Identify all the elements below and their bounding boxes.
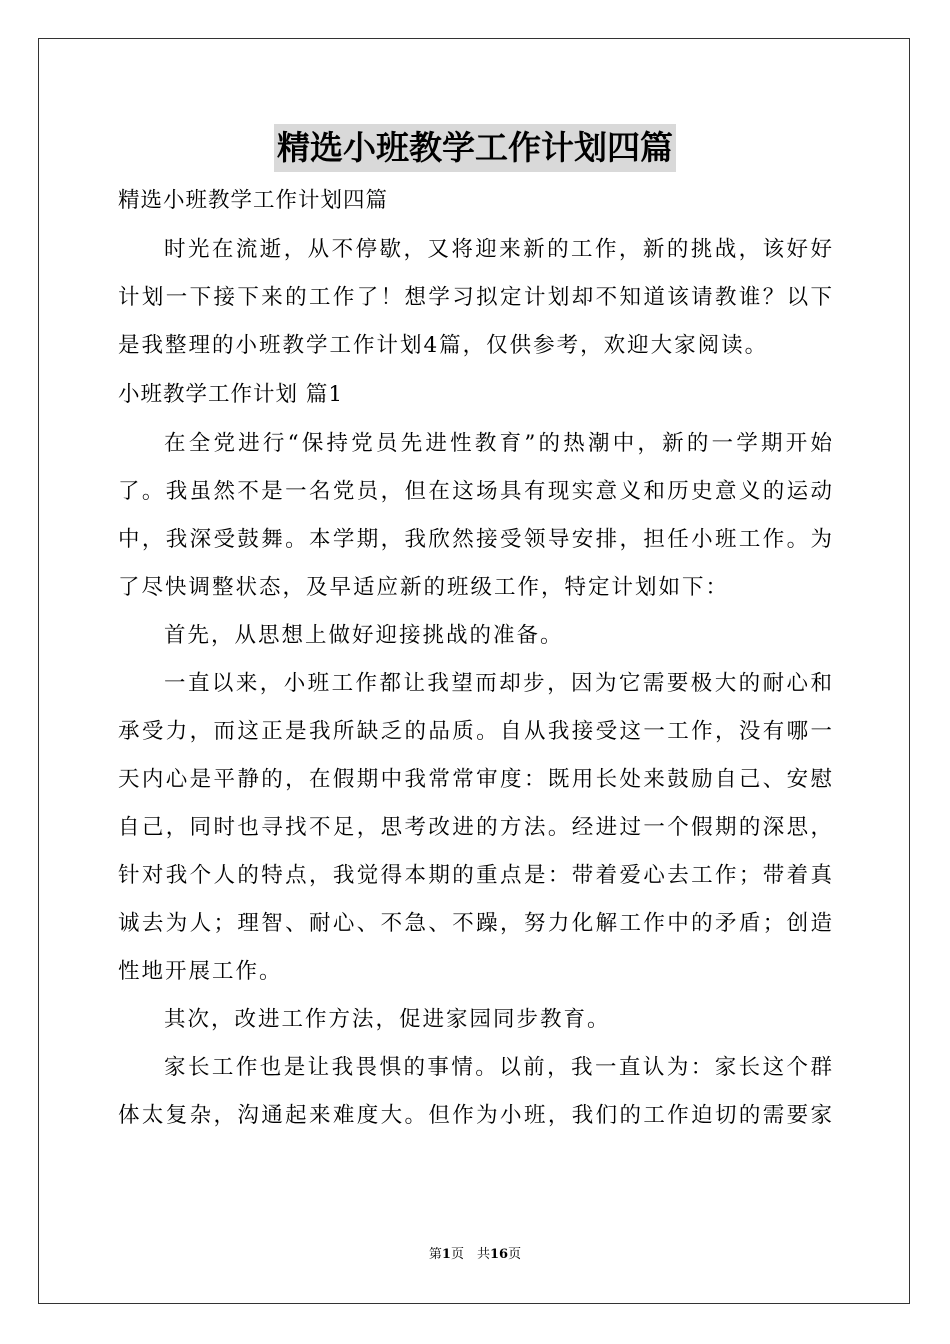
document-body — [118, 176, 832, 1140]
paragraph-line: 中，我深受鼓舞。本学期，我欣然接受领导安排，担任小班工作。为 — [118, 527, 832, 552]
paragraph-line: 计划一下接下来的工作了！想学习拟定计划却不知道该请教谁？以下 — [118, 285, 832, 310]
paragraph-line: 了尽快调整状态，及早适应新的班级工作，特定计划如下： — [118, 575, 730, 600]
title-wrap — [0, 124, 950, 172]
section-heading: 小班教学工作计划 篇1 — [118, 382, 344, 407]
footer-total-pages: 16 — [489, 1247, 509, 1262]
paragraph-line: 诚去为人；理智、耐心、不急、不躁，努力化解工作中的矛盾；创造 — [118, 911, 832, 936]
page-footer — [0, 1245, 950, 1265]
footer-page-number: 1 — [441, 1247, 451, 1262]
paragraph-line: 性地开展工作。 — [118, 959, 283, 984]
document-title: 精选小班教学工作计划四篇 — [274, 124, 676, 172]
paragraph-line: 承受力，而这正是我所缺乏的品质。自从我接受这一工作，没有哪一 — [118, 719, 832, 744]
paragraph-line: 了。我虽然不是一名党员，但在这场具有现实意义和历史意义的运动 — [118, 479, 832, 504]
paragraph-line: 天内心是平静的，在假期中我常常审度：既用长处来鼓励自己、安慰 — [118, 767, 832, 792]
paragraph-line: 首先，从思想上做好迎接挑战的准备。 — [164, 623, 564, 648]
paragraph-line: 针对我个人的特点，我觉得本期的重点是：带着爱心去工作；带着真 — [118, 863, 832, 888]
paragraph-line: 自己，同时也寻找不足，思考改进的方法。经进过一个假期的深思， — [118, 815, 832, 840]
paragraph-line: 是我整理的小班教学工作计划4篇，仅供参考，欢迎大家阅读。 — [118, 333, 769, 358]
paragraph-line: 家长工作也是让我畏惧的事情。以前，我一直认为：家长这个群 — [164, 1055, 832, 1080]
paragraph-line: 体太复杂，沟通起来难度大。但作为小班，我们的工作迫切的需要家 — [118, 1103, 832, 1128]
footer-suffix: 页 — [508, 1247, 522, 1262]
paragraph-line: 一直以来，小班工作都让我望而却步，因为它需要极大的耐心和 — [164, 671, 832, 696]
paragraph-line: 在全党进行“保持党员先进性教育”的热潮中，新的一学期开始 — [164, 431, 832, 456]
footer-mid: 页 共 — [450, 1247, 490, 1262]
footer-prefix: 第 — [428, 1247, 442, 1262]
subtitle-line: 精选小班教学工作计划四篇 — [118, 188, 389, 213]
paragraph-line: 其次，改进工作方法，促进家园同步教育。 — [164, 1007, 611, 1032]
paragraph-line: 时光在流逝，从不停歇，又将迎来新的工作，新的挑战，该好好 — [164, 237, 832, 262]
